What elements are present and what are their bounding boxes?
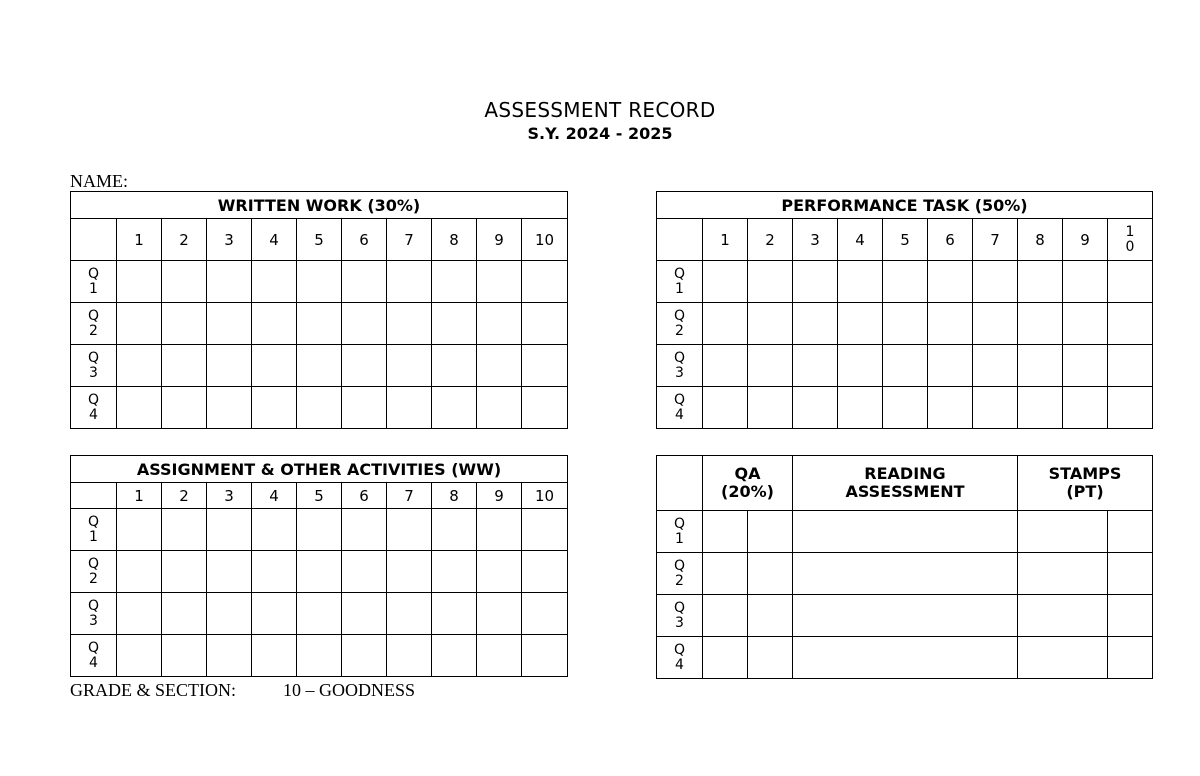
score-cell[interactable] [703,303,748,345]
score-cell[interactable] [387,635,432,677]
quarter-label: Q 2 [71,303,117,345]
score-cell[interactable] [793,261,838,303]
score-cell[interactable] [928,303,973,345]
score-cell[interactable] [883,303,928,345]
score-cell[interactable] [342,509,387,551]
score-cell[interactable] [838,303,883,345]
score-cell[interactable] [387,593,432,635]
score-cell[interactable] [297,261,342,303]
score-cell[interactable] [297,593,342,635]
score-cell[interactable] [387,551,432,593]
table-row [657,345,1153,387]
score-cell[interactable] [748,303,793,345]
corner-cell [71,483,117,509]
score-cell[interactable] [252,387,297,429]
score-cell[interactable] [703,345,748,387]
score-cell[interactable] [883,387,928,429]
column-header: 1 0 [1108,219,1153,261]
score-cell[interactable] [522,345,568,387]
score-cell[interactable] [162,593,207,635]
score-cell[interactable] [1018,303,1063,345]
quarter-label: Q 4 [71,387,117,429]
school-year: S.Y. 2024 - 2025 [527,124,673,143]
stamps-cell[interactable] [1108,553,1153,595]
score-cell[interactable] [1063,261,1108,303]
score-cell[interactable] [342,303,387,345]
column-header: 9 [477,219,522,261]
stamps-cell[interactable] [1108,637,1153,679]
score-cell[interactable] [342,345,387,387]
column-header: 4 [252,219,297,261]
column-header: 2 [162,483,207,509]
table-row [657,387,1153,429]
column-header: 2 [748,219,793,261]
score-cell[interactable] [973,345,1018,387]
score-cell[interactable] [252,345,297,387]
stamps-cell[interactable] [1108,511,1153,553]
column-header: 3 [207,219,252,261]
score-cell[interactable] [432,303,477,345]
column-header: 6 [928,219,973,261]
score-cell[interactable] [297,303,342,345]
column-header: 1 [703,219,748,261]
score-cell[interactable] [387,509,432,551]
score-cell[interactable] [387,303,432,345]
score-cell[interactable] [432,345,477,387]
score-cell[interactable] [477,635,522,677]
column-header: 9 [1063,219,1108,261]
stamps-cell[interactable] [1018,637,1108,679]
score-cell[interactable] [432,551,477,593]
score-cell[interactable] [342,387,387,429]
score-cell[interactable] [207,635,252,677]
score-cell[interactable] [432,635,477,677]
written-work-column-row [71,219,568,261]
quarterly-assessment-table [656,455,1153,679]
column-header: 2 [162,219,207,261]
performance-task-column-row [657,219,1153,261]
column-header: 3 [793,219,838,261]
score-cell[interactable] [117,593,162,635]
score-cell[interactable] [117,345,162,387]
quarter-label: Q 3 [657,345,703,387]
table-row [657,637,1153,679]
qa-cell[interactable] [703,595,748,637]
score-cell[interactable] [1108,387,1153,429]
score-cell[interactable] [207,345,252,387]
page-title: ASSESSMENT RECORD [484,98,716,122]
assignments-column-row [71,483,568,509]
corner-cell [71,219,117,261]
column-header: 8 [432,483,477,509]
table-row [71,303,568,345]
score-cell[interactable] [117,509,162,551]
column-header: 10 [522,219,568,261]
qa-cell[interactable] [748,637,793,679]
score-cell[interactable] [297,509,342,551]
table-row [71,635,568,677]
score-cell[interactable] [522,303,568,345]
score-cell[interactable] [1018,387,1063,429]
score-cell[interactable] [1018,345,1063,387]
quarter-label: Q 3 [657,595,703,637]
stamps-header: STAMPS (PT) [1018,456,1153,511]
score-cell[interactable] [432,593,477,635]
quarter-label: Q 3 [71,345,117,387]
score-cell[interactable] [387,387,432,429]
grade-section-label: GRADE & SECTION: [70,680,236,700]
score-cell[interactable] [117,261,162,303]
column-header: 7 [973,219,1018,261]
score-cell[interactable] [117,635,162,677]
table-row [657,553,1153,595]
score-cell[interactable] [207,509,252,551]
table-row [657,595,1153,637]
assignments-title: ASSIGNMENT & OTHER ACTIVITIES (WW) [71,456,568,483]
score-cell[interactable] [342,261,387,303]
qa-cell[interactable] [748,553,793,595]
score-cell[interactable] [342,635,387,677]
score-cell[interactable] [703,261,748,303]
score-cell[interactable] [793,387,838,429]
table-row [71,509,568,551]
table-row [71,551,568,593]
assignments-table [70,455,568,677]
column-header: 8 [1018,219,1063,261]
table-row [657,303,1153,345]
score-cell[interactable] [838,387,883,429]
column-header: 6 [342,483,387,509]
score-cell[interactable] [973,303,1018,345]
score-cell[interactable] [252,509,297,551]
table-row [71,261,568,303]
stamps-cell[interactable] [1018,511,1108,553]
stamps-cell[interactable] [1018,553,1108,595]
table-row [657,511,1153,553]
written-work-title: WRITTEN WORK (30%) [71,192,568,219]
score-cell[interactable] [1063,387,1108,429]
reading-cell[interactable] [793,553,1018,595]
score-cell[interactable] [1108,303,1153,345]
score-cell[interactable] [793,345,838,387]
score-cell[interactable] [252,261,297,303]
score-cell[interactable] [117,551,162,593]
qa-cell[interactable] [748,511,793,553]
score-cell[interactable] [793,303,838,345]
score-cell[interactable] [973,387,1018,429]
score-cell[interactable] [207,551,252,593]
name-label: NAME: [70,171,128,191]
score-cell[interactable] [117,387,162,429]
score-cell[interactable] [162,303,207,345]
performance-task-title: PERFORMANCE TASK (50%) [657,192,1153,219]
column-header: 1 [117,483,162,509]
qa-cell[interactable] [703,637,748,679]
qa-cell[interactable] [703,553,748,595]
column-header: 5 [883,219,928,261]
score-cell[interactable] [297,551,342,593]
score-cell[interactable] [748,261,793,303]
quarter-label: Q 2 [657,553,703,595]
score-cell[interactable] [477,303,522,345]
column-header: 4 [252,483,297,509]
score-cell[interactable] [162,509,207,551]
score-cell[interactable] [748,387,793,429]
score-cell[interactable] [387,261,432,303]
score-cell[interactable] [522,593,568,635]
score-cell[interactable] [477,387,522,429]
score-cell[interactable] [342,551,387,593]
score-cell[interactable] [432,509,477,551]
quarterly-header-row [657,456,1153,511]
score-cell[interactable] [522,635,568,677]
qa-cell[interactable] [748,595,793,637]
quarter-label: Q 2 [71,551,117,593]
score-cell[interactable] [477,509,522,551]
quarter-label: Q 4 [71,635,117,677]
quarter-label: Q 3 [71,593,117,635]
score-cell[interactable] [973,261,1018,303]
column-header: 4 [838,219,883,261]
quarter-label: Q 4 [657,387,703,429]
stamps-cell[interactable] [1108,595,1153,637]
score-cell[interactable] [207,387,252,429]
corner-cell [657,456,703,511]
reading-cell[interactable] [793,595,1018,637]
score-cell[interactable] [883,261,928,303]
score-cell[interactable] [432,261,477,303]
performance-task-table [656,191,1153,429]
score-cell[interactable] [252,593,297,635]
score-cell[interactable] [162,345,207,387]
score-cell[interactable] [1108,261,1153,303]
score-cell[interactable] [207,303,252,345]
score-cell[interactable] [748,345,793,387]
quarter-label: Q 1 [71,509,117,551]
table-row [71,593,568,635]
score-cell[interactable] [928,345,973,387]
score-cell[interactable] [1063,345,1108,387]
column-header: 8 [432,219,477,261]
score-cell[interactable] [928,261,973,303]
score-cell[interactable] [117,303,162,345]
score-cell[interactable] [477,261,522,303]
score-cell[interactable] [387,345,432,387]
score-cell[interactable] [207,261,252,303]
score-cell[interactable] [162,387,207,429]
score-cell[interactable] [342,593,387,635]
score-cell[interactable] [522,551,568,593]
qa-cell[interactable] [703,511,748,553]
score-cell[interactable] [297,345,342,387]
score-cell[interactable] [297,635,342,677]
score-cell[interactable] [477,551,522,593]
quarter-label: Q 2 [657,303,703,345]
column-header: 5 [297,483,342,509]
quarter-label: Q 1 [657,511,703,553]
column-header: 7 [387,219,432,261]
score-cell[interactable] [1018,261,1063,303]
column-header: 10 [522,483,568,509]
score-cell[interactable] [252,551,297,593]
score-cell[interactable] [703,387,748,429]
score-cell[interactable] [522,261,568,303]
quarter-label: Q 1 [71,261,117,303]
written-work-table [70,191,568,429]
quarter-label: Q 4 [657,637,703,679]
score-cell[interactable] [162,551,207,593]
score-cell[interactable] [1108,345,1153,387]
column-header: 9 [477,483,522,509]
stamps-cell[interactable] [1018,595,1108,637]
score-cell[interactable] [162,635,207,677]
score-cell[interactable] [928,387,973,429]
qa-header: QA (20%) [703,456,793,511]
column-header: 6 [342,219,387,261]
score-cell[interactable] [252,303,297,345]
score-cell[interactable] [477,593,522,635]
score-cell[interactable] [883,345,928,387]
score-cell[interactable] [252,635,297,677]
score-cell[interactable] [838,261,883,303]
score-cell[interactable] [522,509,568,551]
score-cell[interactable] [207,593,252,635]
score-cell[interactable] [1063,303,1108,345]
score-cell[interactable] [522,387,568,429]
table-row [657,261,1153,303]
reading-cell[interactable] [793,511,1018,553]
reading-cell[interactable] [793,637,1018,679]
reading-assessment-header: READING ASSESSMENT [793,456,1018,511]
column-header: 1 [117,219,162,261]
grade-section-value: 10 – GOODNESS [283,680,416,700]
column-header: 5 [297,219,342,261]
table-row [71,387,568,429]
quarter-label: Q 1 [657,261,703,303]
score-cell[interactable] [297,387,342,429]
column-header: 3 [207,483,252,509]
score-cell[interactable] [838,345,883,387]
column-header: 7 [387,483,432,509]
score-cell[interactable] [477,345,522,387]
score-cell[interactable] [432,387,477,429]
score-cell[interactable] [162,261,207,303]
corner-cell [657,219,703,261]
table-row [71,345,568,387]
